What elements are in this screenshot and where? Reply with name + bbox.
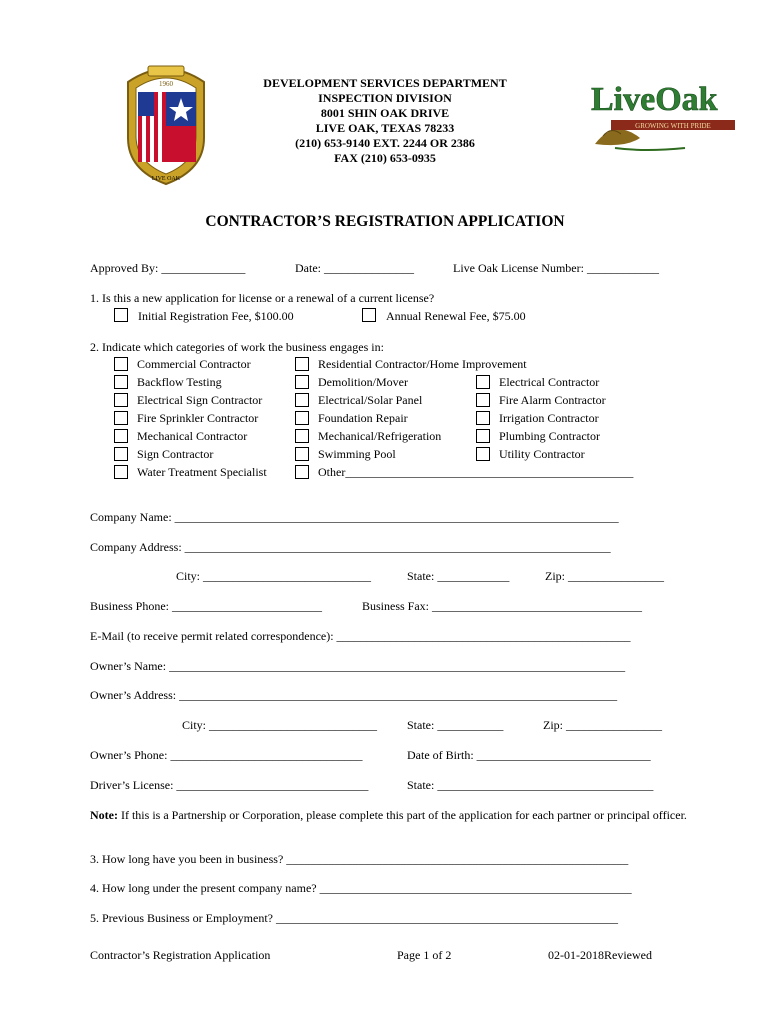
category-label: Utility Contractor xyxy=(499,447,585,461)
company-name-field[interactable]: Company Name: __________________________________________________________________________ xyxy=(90,510,619,524)
header-line: INSPECTION DIVISION xyxy=(318,91,452,105)
note-label: Note: xyxy=(90,808,118,822)
business-phone-field[interactable]: Business Phone: _________________________ xyxy=(90,599,323,613)
owner-state-field[interactable]: State: ___________ xyxy=(407,718,504,732)
owner-name-field[interactable]: Owner’s Name: ____________________________________________________________________________ xyxy=(90,659,626,673)
category-checkbox[interactable] xyxy=(295,429,309,443)
note-text: If this is a Partnership or Corporation, please complete this part of the application for each partner or principal officer. xyxy=(117,808,687,822)
category-label: Residential Contractor/Home Improvement xyxy=(318,357,527,371)
category-label: Irrigation Contractor xyxy=(499,411,599,425)
category-label: Water Treatment Specialist xyxy=(137,465,267,479)
logo-wordmark: LiveOak xyxy=(591,81,718,118)
category-label: Fire Alarm Contractor xyxy=(499,393,606,407)
category-label: Mechanical Contractor xyxy=(137,429,248,443)
category-checkbox[interactable] xyxy=(476,393,490,407)
initial-registration-label: Initial Registration Fee, $100.00 xyxy=(138,309,294,323)
owner-zip-field[interactable]: Zip: ________________ xyxy=(543,718,662,732)
category-checkbox[interactable] xyxy=(295,465,309,479)
category-checkbox[interactable] xyxy=(295,411,309,425)
category-label: Electrical/Solar Panel xyxy=(318,393,423,407)
header-line: 8001 SHIN OAK DRIVE xyxy=(320,106,450,120)
category-checkbox[interactable] xyxy=(114,465,128,479)
footer-form-name: Contractor’s Registration Application xyxy=(90,948,271,962)
date-of-birth-field[interactable]: Date of Birth: _____________________________ xyxy=(407,748,651,762)
category-checkbox[interactable] xyxy=(114,429,128,443)
question-2-label: 2. Indicate which categories of work the business engages in: xyxy=(90,340,384,354)
category-checkbox[interactable] xyxy=(114,447,128,461)
category-label: Sign Contractor xyxy=(137,447,214,461)
category-label: Swimming Pool xyxy=(318,447,396,461)
footer-revision: 02-01-2018Reviewed xyxy=(548,948,652,962)
category-checkbox[interactable] xyxy=(295,393,309,407)
category-label: Plumbing Contractor xyxy=(499,429,600,443)
header-line: FAX (210) 653-0935 xyxy=(334,151,436,165)
drivers-license-field[interactable]: Driver’s License: ________________________________ xyxy=(90,778,369,792)
question-3-field[interactable]: 3. How long have you been in business? _________________________________________________________ xyxy=(90,852,629,866)
company-zip-field[interactable]: Zip: ________________ xyxy=(545,569,664,583)
city-seal-logo xyxy=(118,60,214,186)
email-field[interactable]: E-Mail (to receive permit related correspondence): _________________________________________________ xyxy=(90,629,631,643)
footer-page-number: Page 1 of 2 xyxy=(397,948,452,962)
category-checkbox[interactable] xyxy=(295,357,309,371)
category-label: Electrical Sign Contractor xyxy=(137,393,263,407)
category-label: Commercial Contractor xyxy=(137,357,251,371)
category-label: Fire Sprinkler Contractor xyxy=(137,411,259,425)
header-line: LIVE OAK, TEXAS 78233 xyxy=(315,121,455,135)
category-checkbox[interactable] xyxy=(476,429,490,443)
question-1-label: 1. Is this a new application for license or a renewal of a current license? xyxy=(90,291,435,305)
question-4-field[interactable]: 4. How long under the present company name? ____________________________________________________ xyxy=(90,881,632,895)
category-checkbox[interactable] xyxy=(476,411,490,425)
category-checkbox[interactable] xyxy=(476,447,490,461)
owner-phone-field[interactable]: Owner’s Phone: ________________________________ xyxy=(90,748,363,762)
category-label: Demolition/Mover xyxy=(318,375,408,389)
category-label: Mechanical/Refrigeration xyxy=(318,429,442,443)
department-header xyxy=(220,76,550,166)
company-address-field[interactable]: Company Address: _______________________________________________________________________ xyxy=(90,540,611,554)
initial-registration-checkbox[interactable] xyxy=(114,308,128,322)
owner-city-field[interactable]: City: ____________________________ xyxy=(182,718,378,732)
category-label: Electrical Contractor xyxy=(499,375,600,389)
approved-by-field[interactable]: Approved By: ______________ xyxy=(90,261,246,275)
business-fax-field[interactable]: Business Fax: ___________________________________ xyxy=(362,599,643,613)
header-line: DEVELOPMENT SERVICES DEPARTMENT xyxy=(263,76,507,90)
category-checkbox[interactable] xyxy=(295,375,309,389)
category-checkbox[interactable] xyxy=(114,393,128,407)
company-state-field[interactable]: State: ____________ xyxy=(407,569,510,583)
category-checkbox[interactable] xyxy=(114,375,128,389)
category-checkbox[interactable] xyxy=(476,375,490,389)
company-city-field[interactable]: City: ____________________________ xyxy=(176,569,372,583)
category-checkbox[interactable] xyxy=(114,357,128,371)
partnership-note xyxy=(90,808,690,823)
annual-renewal-label: Annual Renewal Fee, $75.00 xyxy=(386,309,526,323)
category-label: Foundation Repair xyxy=(318,411,408,425)
category-checkbox[interactable] xyxy=(295,447,309,461)
drivers-license-state-field[interactable]: State: ____________________________________ xyxy=(407,778,654,792)
annual-renewal-checkbox[interactable] xyxy=(362,308,376,322)
question-5-field[interactable]: 5. Previous Business or Employment? _________________________________________________________ xyxy=(90,911,618,925)
other-category-field[interactable]: Other________________________________________________ xyxy=(318,465,634,479)
date-field[interactable]: Date: _______________ xyxy=(295,261,414,275)
category-label: Backflow Testing xyxy=(137,375,222,389)
owner-address-field[interactable]: Owner’s Address: _________________________________________________________________________ xyxy=(90,688,618,702)
category-checkbox[interactable] xyxy=(114,411,128,425)
form-title: CONTRACTOR’S REGISTRATION APPLICATION xyxy=(205,213,565,230)
license-number-field[interactable]: Live Oak License Number: ____________ xyxy=(453,261,659,275)
live-oak-logo xyxy=(585,78,737,154)
seal-name-text: LIVE OAK xyxy=(151,176,181,182)
logo-banner-text: GROWING WITH PRIDE xyxy=(635,122,711,130)
header-line: (210) 653-9140 EXT. 2244 OR 2386 xyxy=(295,136,475,150)
seal-year-text: 1960 xyxy=(159,80,173,88)
